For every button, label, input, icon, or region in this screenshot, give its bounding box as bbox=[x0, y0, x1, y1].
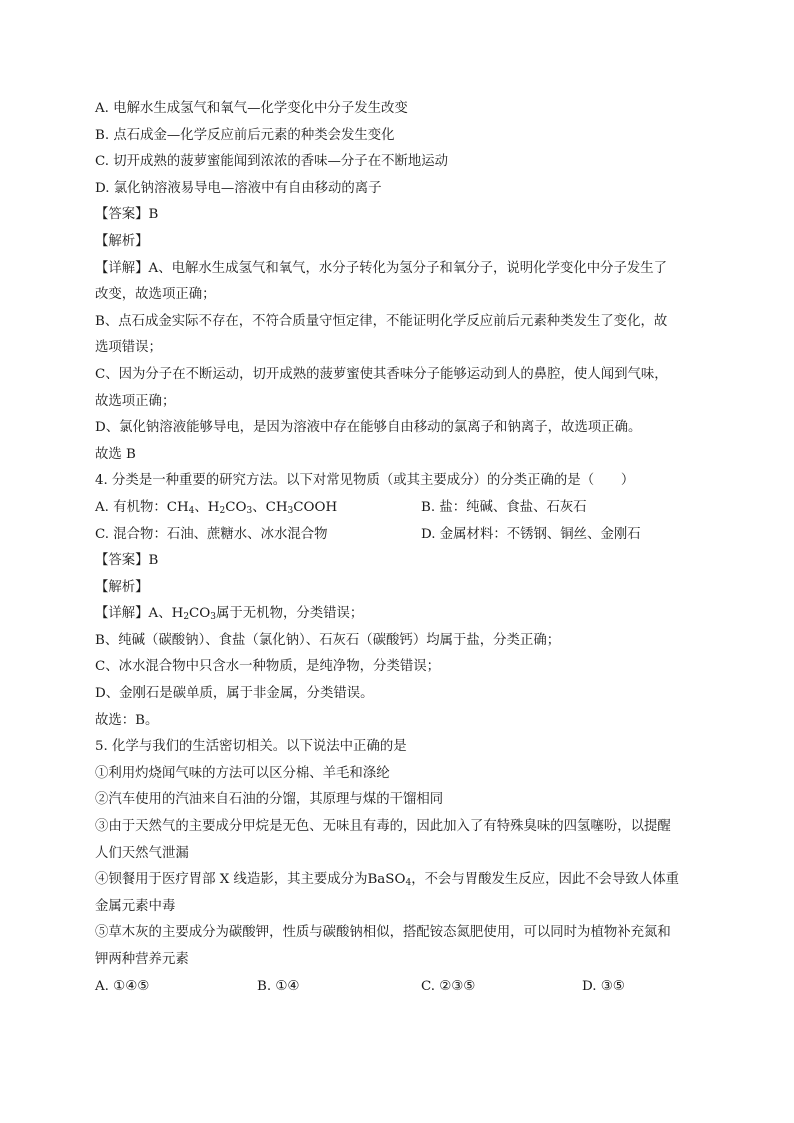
q4-answer: 【答案】B bbox=[95, 553, 159, 569]
q5-option-a: A. ①④⑤ bbox=[95, 978, 150, 994]
q3-option-d: D. 氯化钠溶液易导电—溶液中有自由移动的离子 bbox=[95, 180, 382, 196]
q5-statement-4-cont: 金属元素中毒 bbox=[95, 898, 176, 914]
q5-option-d: D. ③⑤ bbox=[582, 978, 625, 994]
q4-option-a: A. 有机物：$CH_4$、$H_2CO_3$、$CH_3COOH$ bbox=[95, 499, 338, 516]
q5-statement-5: ⑤草木灰的主要成分为碳酸钾，性质与碳酸钠相似，搭配铵态氮肥使用，可以同时为植物补充氮和 bbox=[95, 925, 671, 941]
q3-option-c: C. 切开成熟的菠萝蜜能闻到浓浓的香味—分子在不断地运动 bbox=[95, 154, 449, 170]
q4-detail-line: 【详解】A、$H_2CO_3$属于无机物，分类错误； bbox=[95, 606, 364, 623]
q5-statement-5-cont: 钾两种营养元素 bbox=[95, 952, 189, 967]
q4-option-d: D. 金属材料：不锈钢、铜丝、金刚石 bbox=[421, 526, 641, 542]
q3-answer: 【答案】B bbox=[95, 207, 159, 223]
q3-conclusion: 故选 B bbox=[95, 446, 136, 462]
q5-statement-3-cont: 人们天然气泄漏 bbox=[95, 845, 189, 861]
q3-detail-line: C、因为分子在不断运动，切开成熟的菠萝蜜使其香味分子能够运动到人的鼻腔，使人闻到气味， bbox=[95, 366, 668, 382]
q4-option-c: C. 混合物：石油、蔗糖水、冰水混合物 bbox=[95, 526, 328, 542]
q3-analysis-title: 【解析】 bbox=[95, 233, 149, 249]
q3-detail-line: 选项错误； bbox=[95, 340, 162, 356]
q4-detail-line: D、金刚石是碳单质，属于非金属，分类错误。 bbox=[95, 686, 374, 702]
q3-detail-line: D、氯化钠溶液能够导电，是因为溶液中存在能够自由移动的氯离子和钠离子，故选项正确。 bbox=[95, 420, 642, 436]
q5-statement-1: ①利用灼烧闻气味的方法可以区分棉、羊毛和涤纶 bbox=[95, 765, 390, 781]
q5-stem: 5. 化学与我们的生活密切相关。以下说法中正确的是 bbox=[95, 739, 407, 755]
q3-detail-line: 故选项正确； bbox=[95, 393, 176, 409]
q4-analysis-title: 【解析】 bbox=[95, 579, 149, 595]
q4-conclusion: 故选：B。 bbox=[95, 712, 159, 728]
q5-statement-4: ④钡餐用于医疗胃部 X 线造影，其主要成分为BaSO$_4$，不会与胃酸发生反应，因此不会导致人体重 bbox=[95, 872, 679, 889]
q5-option-b: B. ①④ bbox=[257, 978, 300, 994]
q4-option-b: B. 盐：纯碱、食盐、石灰石 bbox=[421, 499, 587, 515]
q3-detail-line: 改变，故选项正确； bbox=[95, 287, 216, 303]
q5-statement-3: ③由于天然气的主要成分甲烷是无色、无味且有毒的，因此加入了有特殊臭味的四氢噻吩，以提醒 bbox=[95, 819, 671, 835]
q3-option-a: A. 电解水生成氢气和氧气—化学变化中分子发生改变 bbox=[95, 101, 408, 116]
q4-stem: 4. 分类是一种重要的研究方法。以下对常见物质（或其主要成分）的分类正确的是（ ） bbox=[95, 473, 635, 489]
q4-detail-line: B、纯碱（碳酸钠）、食盐（氯化钠）、石灰石（碳酸钙）均属于盐，分类正确； bbox=[95, 632, 561, 648]
q5-options-row bbox=[95, 974, 705, 1001]
q4-detail-line: C、冰水混合物中只含水一种物质，是纯净物，分类错误； bbox=[95, 659, 441, 675]
q5-statement-2: ②汽车使用的汽油来自石油的分馏，其原理与煤的干馏相同 bbox=[95, 792, 444, 808]
q3-detail-line: 【详解】A、电解水生成氢气和氧气，水分子转化为氢分子和氧分子，说明化学变化中分子发生了 bbox=[95, 260, 668, 276]
q3-detail-line: B、点石成金实际不存在，不符合质量守恒定律，不能证明化学反应前后元素种类发生了变化，故 bbox=[95, 313, 668, 329]
document-page bbox=[95, 96, 705, 1000]
q4-options-row-1 bbox=[95, 495, 705, 522]
q3-option-b: B. 点石成金—化学反应前后元素的种类会发生变化 bbox=[95, 127, 395, 143]
q5-option-c: C. ②③⑤ bbox=[421, 978, 476, 994]
q4-options-row-2 bbox=[95, 522, 705, 549]
